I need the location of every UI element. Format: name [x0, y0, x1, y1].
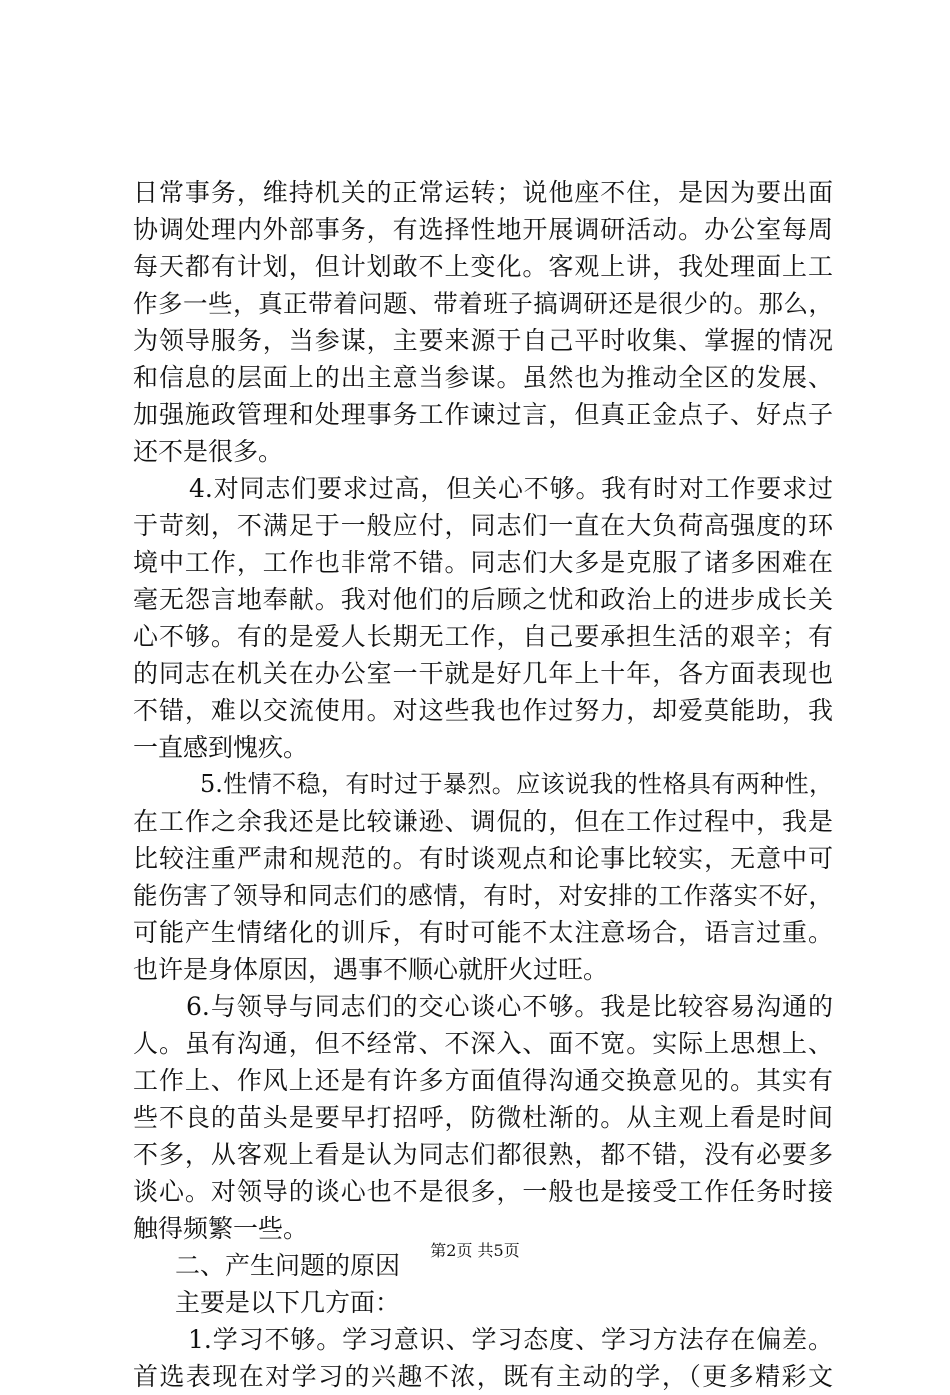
text-line: 加强施政管理和处理事务工作谏过言，但真正金点子、好点子: [133, 400, 833, 429]
text-line: 一直感到愧疚。: [133, 733, 309, 762]
text-line: 触得频繁一些。: [133, 1214, 309, 1243]
text-line: 还不是很多。: [133, 437, 284, 466]
text-line: 日常事务，维持机关的正常运转；说他座不住，是因为要出面: [133, 178, 833, 207]
text-line: 不错，难以交流使用。对这些我也作过努力，却爱莫能助，我: [133, 696, 833, 725]
text-line: 比较注重严肃和规范的。有时谈观点和论事比较实，无意中可: [133, 844, 833, 873]
text-line: 作多一些，真正带着问题、带着班子搞调研还是很少的。那么，: [133, 289, 833, 318]
text-line: 境中工作，工作也非常不错。同志们大多是克服了诸多困难在: [133, 548, 833, 577]
text-line: 些不良的苗头是要早打招呼，防微杜渐的。从主观上看是时间: [133, 1103, 833, 1132]
text-line: 工作上、作风上还是有许多方面值得沟通交换意见的。其实有: [133, 1066, 833, 1095]
text-line: 心不够。有的是爱人长期无工作，自己要承担生活的艰辛；有: [133, 622, 833, 651]
text-line: 和信息的层面上的出主意当参谋。虽然也为推动全区的发展、: [133, 363, 833, 392]
text-line: 谈心。对领导的谈心也不是很多，一般也是接受工作任务时接: [133, 1177, 833, 1206]
text-line: 协调处理内外部事务，有选择性地开展调研活动。办公室每周: [133, 215, 833, 244]
text-line: 5.性情不稳，有时过于暴烈。应该说我的性格具有两种性，: [200, 770, 833, 798]
page-footer: 第2页 共5页: [430, 1241, 520, 1260]
text-line: 人。虽有沟通，但不经常、不深入、面不宽。实际上思想上、: [133, 1029, 833, 1058]
text-line: 6.与领导与同志们的交心谈心不够。我是比较容易沟通的: [186, 992, 833, 1021]
text-line: 每天都有计划，但计划敢不上变化。客观上讲，我处理面上工: [133, 252, 833, 281]
text-line: 为领导服务，当参谋，主要来源于自己平时收集、掌握的情况: [133, 326, 833, 355]
text-line: 可能产生情绪化的训斥，有时可能不太注意场合，语言过重。: [133, 918, 833, 947]
text-line: 也许是身体原因，遇事不顺心就肝火过旺。: [133, 955, 609, 984]
text-line: 不多，从客观上看是认为同志们都很熟，都不错，没有必要多: [133, 1140, 833, 1169]
text-line: 能伤害了领导和同志们的感情，有时，对安排的工作落实不好，: [133, 881, 833, 910]
text-line: 在工作之余我还是比较谦逊、调侃的，但在工作过程中，我是: [133, 807, 833, 836]
text-line: 主要是以下几方面：: [175, 1288, 401, 1317]
text-line: 1.学习不够。学习意识、学习态度、学习方法存在偏差。: [188, 1325, 833, 1354]
text-line: 首选表现在对学习的兴趣不浓，既有主动的学，（更多精彩文: [133, 1362, 833, 1391]
text-line: 毫无怨言地奉献。我对他们的后顾之忧和政治上的进步成长关: [133, 585, 833, 614]
body-text: [133, 174, 833, 1395]
text-line: 的同志在机关在办公室一干就是好几年上十年，各方面表现也: [133, 659, 833, 688]
text-line: 于苛刻，不满足于一般应付，同志们一直在大负荷高强度的环: [133, 511, 833, 540]
text-line: 4.对同志们要求过高，但关心不够。我有时对工作要求过: [189, 474, 833, 503]
text-line: 二、产生问题的原因: [175, 1251, 401, 1280]
